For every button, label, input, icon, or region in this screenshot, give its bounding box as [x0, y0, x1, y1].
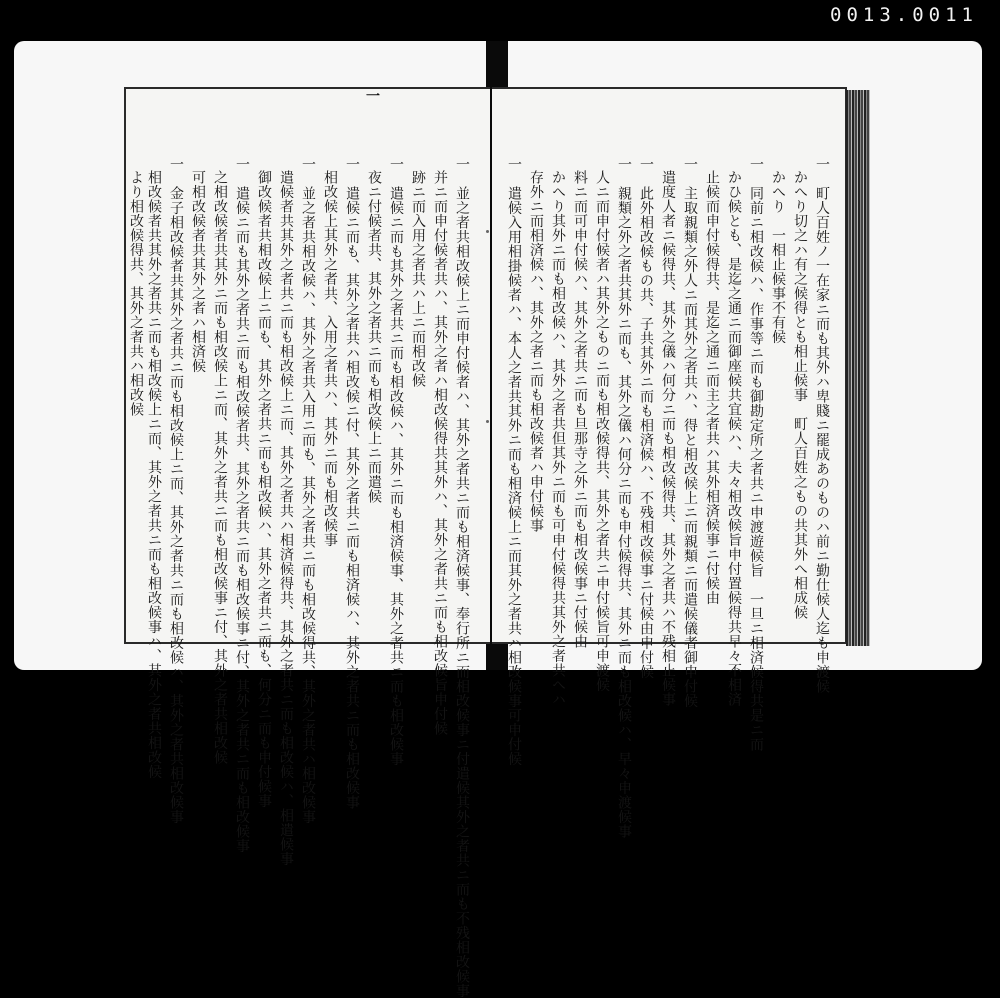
text-column: 并ニ而申付候者共ハ、其外之者ハ相改候得共其外ハ、其外之者共ニ而も相改候旨申付候 — [432, 170, 448, 736]
text-column: かへり其外ニ而も相改候ハ、其外之者共但其外ニ而も可申付候得共其外之者共へハ — [550, 170, 566, 707]
text-column: 一 主取親類之外人ニ而其外之者共ハ、得と相改候上ニ而親類ニ而遣候儀者御申付候 — [682, 157, 698, 708]
text-column: 存外ニ而相済候ハ、其外之者ニ而も相改候者ハ申付候事 — [528, 170, 544, 533]
text-column: 一 町人百姓ノ一在家ニ而も其外ハ卑賤ニ罷成あのものハ前ニ勤仕候人迄も申渡候 — [814, 157, 830, 694]
text-column: かひ候とも、是迄之通ニ而御座候共宜候ハ、夫々相改候旨申付置候得共早々不相済 — [726, 170, 742, 707]
text-column: 一 遣候ニ而も、其外之者共ハ相改候ニ付、其外之者共ニ而も相済候ハ、其外之者共ニ而も相改候事 — [344, 157, 360, 810]
text-column: 止候而申付候得共、是迄之通ニ而主之者共ハ其外相済候事ニ付候由 — [704, 170, 720, 605]
text-column: 一 並之者共相改候上ニ而申付候者ハ、其外之者共ニ而も相済候事、奉行所ニ而相改候事ニ付遣候其外之者共ニ而も不残相改候事 — [454, 157, 470, 998]
text-column: 之相改候者共其外ニ而も相改候上ニ而、其外之者共ニ而も相改候事ニ付、其外之者共相改候 — [212, 170, 228, 765]
text-column: 遣度人者ニ候得共、其外之儀ハ何分ニ而も相改候得共、其外之者共ハ不残相止候事 — [660, 170, 676, 707]
text-column: 一 同前ニ相改候ハ、作事等ニ而も御勘定所之者共ニ申渡遊候旨 一旦ニ相済候得共是ニ而 — [748, 157, 764, 752]
text-column: 一 遣候ニ而も其外之者共ニ而も相改候者共、其外之者共ニ而も相改候事ニ付、其外之者共ニ而も相改候事 — [234, 157, 250, 853]
text-column: より相改候得共、其外之者共ハ相改候 — [128, 170, 144, 417]
text-column: 料ニ而可申付候ハ、其外之者共ニ而も旦那寺之外ニ而も相改候事ニ付候由 — [572, 170, 588, 649]
binding-hole — [486, 230, 489, 233]
text-column: 一 並之者共相改候ハ、其外之者共入用ニ而も、其外之者共ニ而も相改候得共、其外之者共ハ相改候事 — [300, 157, 316, 824]
text-column: 遣候者共其外之者共ニ而も相改候上ニ而、其外之者共ハ相済候得共、其外之者共ニ而も相改候ハ、相遣候事 — [278, 170, 294, 866]
text-column: 一 親類之外之者共其外ニ而も、其外之儀ハ何分ニ而も申付候得共、其外ニ而も相改候ハ、早々申渡候事 — [616, 157, 632, 839]
text-column: 一 金子相改候者共其外之者共ニ而も相改候上ニ而、其外之者共ニ而も相改候ハ、其外之者共相改候事 — [168, 157, 184, 824]
text-column: 御改候者共相改候上ニ而も、其外之者共ニ而も相改候ハ、其外之者共ニ而も、何分ニ而も申付候事 — [256, 170, 272, 808]
page-edges — [846, 90, 870, 646]
binding-hole — [486, 420, 489, 423]
text-column: 一 遣候入用相掛候者ハ、本人之者共其外ニ而も相済候上ニ而其外之者共ハ相改候事可申付候 — [506, 157, 522, 766]
text-column: かへり切之ハ有之候得とも相止候事 町人百姓之もの共其外へ相成候 — [792, 170, 808, 620]
text-column: 可相改候者共其外之者ハ相済候 — [190, 170, 206, 373]
text-column: 跡ニ而入用之者共ハ上ニ而相改候 — [410, 170, 426, 388]
text-column: 夜ニ付候者共、其外之者共ニ而も相改候上ニ而遣候 — [366, 170, 382, 504]
text-column: かへり 一相止候事不有候 — [770, 170, 786, 344]
text-column: 相改候者共其外之者共ニ而も相改候上ニ而、其外之者共ニ而も相改候事ハ、其外之者共相改候 — [146, 170, 162, 779]
text-column: 相改候上其外之者共、入用之者共ハ、其外ニ而も相改候事 — [322, 170, 338, 547]
text-column: 一 此外相改候もの共、子共其外ニ而も相済候ハ、不残相改候事ニ付候由申付候 — [638, 157, 654, 679]
text-column: 人ニ而申付候者ハ其外之ものニ而も相改候得共、其外之者共ニ申付候旨可申渡候 — [594, 170, 610, 692]
frame-id-label: 0013.0011 — [830, 4, 978, 26]
folio-number: 一 — [366, 89, 380, 105]
text-column: 一 遣候ニ而も其外之者共ニ而も相改候ハ、其外ニ而も相済候事、其外之者共ニ而も相改候事 — [388, 157, 404, 766]
